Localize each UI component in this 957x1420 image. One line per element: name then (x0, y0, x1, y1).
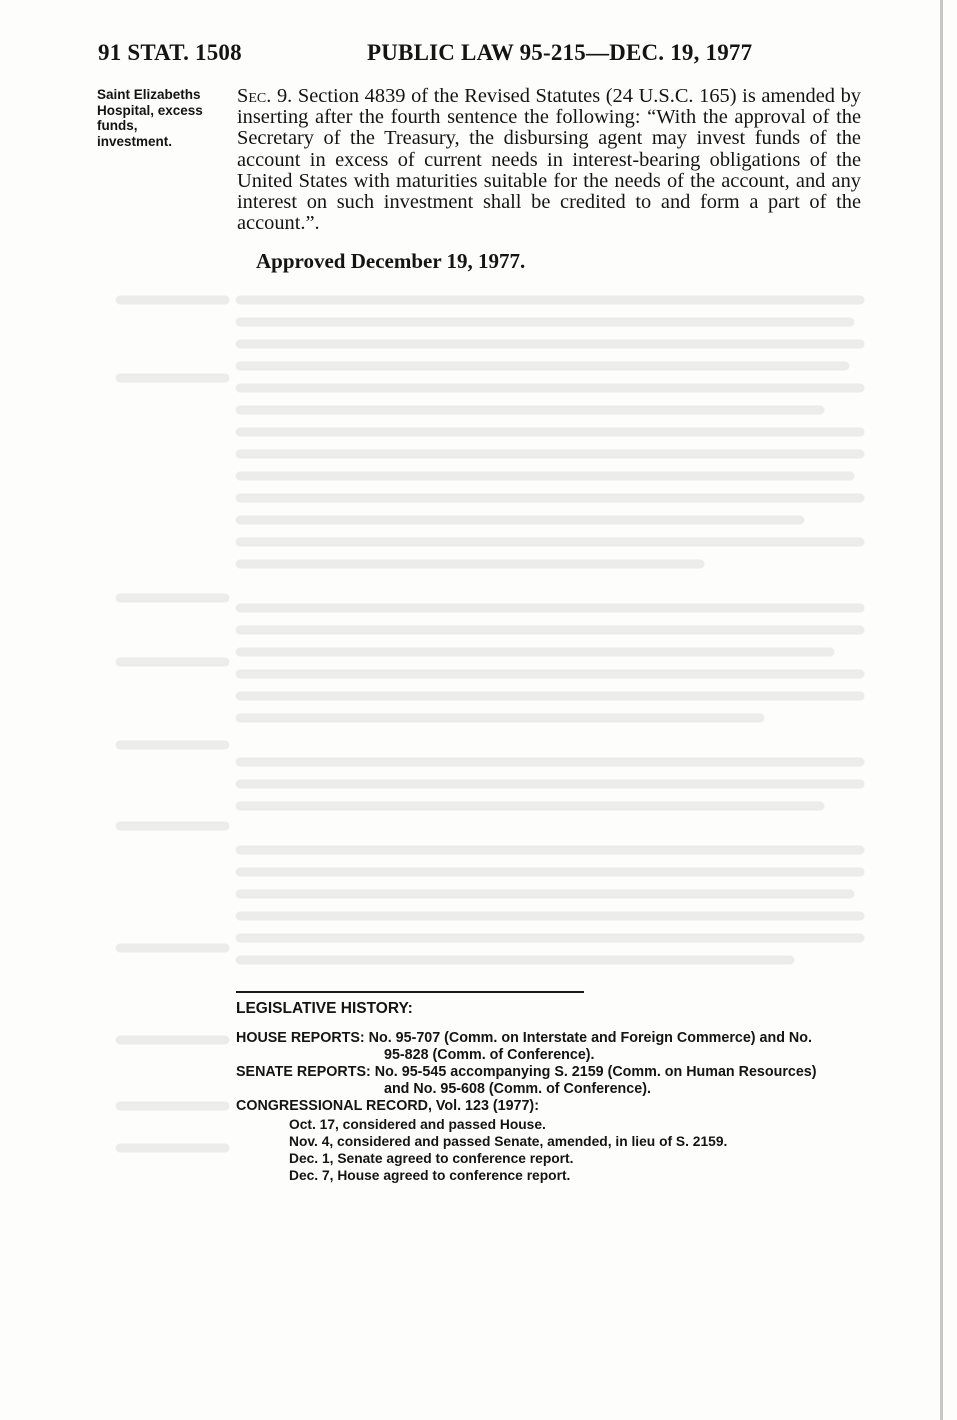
legislative-history-heading: LEGISLATIVE HISTORY: (236, 1000, 413, 1017)
house-reports-line: HOUSE REPORTS: No. 95-707 (Comm. on Interstate and Foreign Commerce) and No. (236, 1030, 812, 1046)
congressional-record-line: CONGRESSIONAL RECORD, Vol. 123 (1977): (236, 1098, 539, 1114)
senate-reports-continuation: and No. 95-608 (Comm. of Conference). (384, 1081, 651, 1097)
record-entry: Nov. 4, considered and passed Senate, amended, in lieu of S. 2159. (289, 1134, 728, 1149)
horizontal-rule (236, 991, 584, 993)
approval-date: Approved December 19, 1977. (256, 249, 526, 273)
page-header-title: PUBLIC LAW 95-215—DEC. 19, 1977 (367, 40, 753, 65)
record-entry: Dec. 1, Senate agreed to conference report. (289, 1151, 574, 1166)
house-reports-continuation: 95-828 (Comm. of Conference). (384, 1047, 595, 1063)
margin-note-line: funds, (97, 118, 138, 133)
page-edge-shadow (940, 0, 943, 1420)
senate-reports-line: SENATE REPORTS: No. 95-545 accompanying S. 2159 (Comm. on Human Resources) (236, 1064, 817, 1080)
record-entry: Oct. 17, considered and passed House. (289, 1117, 546, 1132)
statute-page-number: 91 STAT. 1508 (98, 40, 242, 65)
section-body: Section 4839 of the Revised Statutes (24 U.S.C. 165) is amended by inserting after the fourth sentence the following: “With the approval of the Secretary of the Treasury, the disbursing agent may invest funds of the account in excess of current needs in interest-bearing obligations of the United States with maturities suitable for the needs of the account, and any interest on such investment shall be credited to and form a part of the account.”. (237, 85, 861, 235)
margin-note-line: Hospital, excess (97, 102, 203, 118)
margin-note-line: Saint Elizabeths (97, 87, 201, 102)
margin-note (97, 87, 227, 149)
section-label: Sec. 9. (237, 85, 293, 107)
record-entry: Dec. 7, House agreed to conference report. (289, 1168, 571, 1183)
margin-note-line: investment. (97, 133, 173, 149)
section-9-text (237, 86, 861, 234)
